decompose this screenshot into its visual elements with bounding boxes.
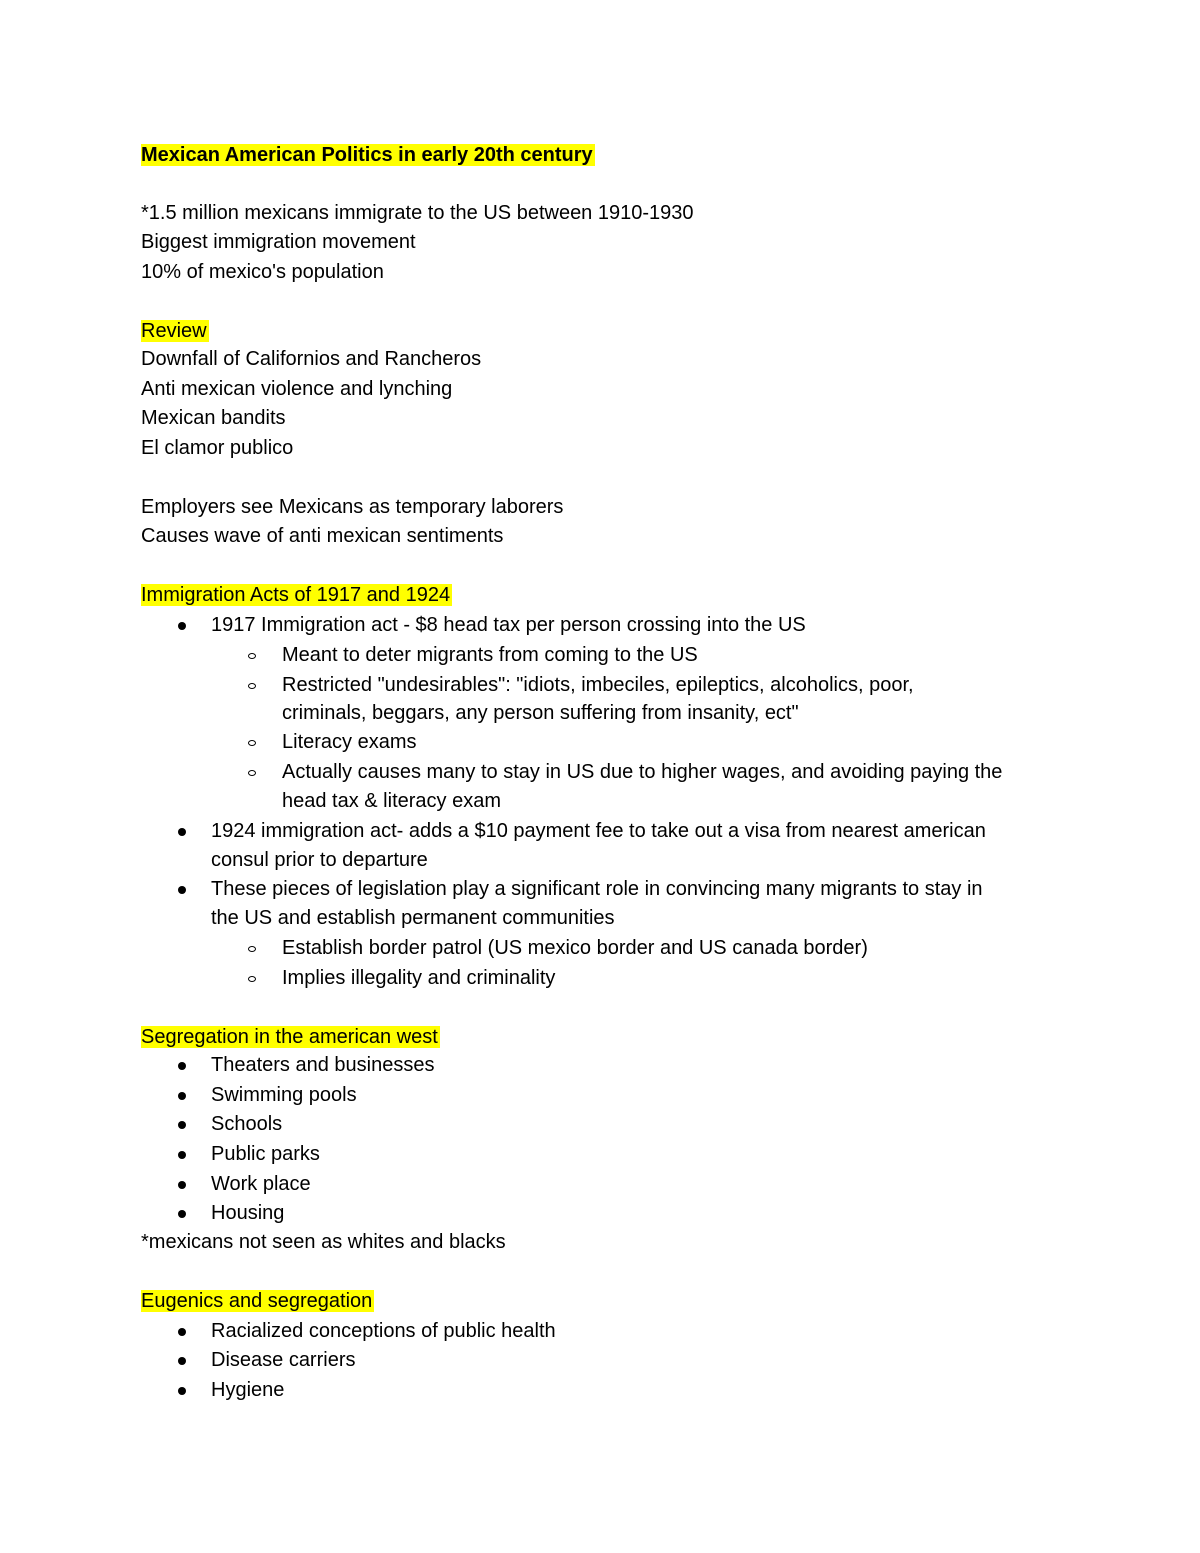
sub-list-item-continuation: head tax & literacy exam	[282, 790, 501, 812]
list-item: Housing	[211, 1202, 285, 1224]
page-title	[141, 141, 595, 170]
list-item: Racialized conceptions of public health	[211, 1320, 556, 1342]
bullet-circle-icon	[248, 976, 256, 982]
sub-list-item-continuation: criminals, beggars, any person suffering from insanity, ect"	[282, 702, 799, 724]
intro-line: *1.5 million mexicans immigrate to the US between 1910-1930	[141, 202, 694, 224]
sub-list-item: Establish border patrol (US mexico border and US canada border)	[282, 937, 868, 959]
bullet-circle-icon	[248, 770, 256, 776]
immigration-acts-heading-highlight: Immigration Acts of 1917 and 1924	[141, 584, 451, 606]
review-heading-highlight: Review	[141, 320, 207, 342]
bullet-dot-icon	[178, 1181, 186, 1189]
list-item-continuation: consul prior to departure	[211, 849, 428, 871]
bullet-dot-icon	[178, 622, 186, 630]
bullet-dot-icon	[178, 1357, 186, 1365]
segregation-heading-highlight: Segregation in the american west	[141, 1026, 438, 1048]
list-item: Schools	[211, 1113, 283, 1135]
employers-line: Causes wave of anti mexican sentiments	[141, 525, 504, 547]
bullet-dot-icon	[178, 1062, 186, 1070]
list-item: These pieces of legislation play a significant role in convincing many migrants to stay in	[211, 878, 983, 900]
employers-line: Employers see Mexicans as temporary laborers	[141, 496, 564, 518]
sub-list-item: Meant to deter migrants from coming to the US	[282, 644, 698, 666]
bullet-circle-icon	[248, 683, 256, 689]
immigration-acts-heading	[141, 581, 452, 610]
list-item: Swimming pools	[211, 1084, 357, 1106]
list-item: 1917 Immigration act - $8 head tax per person crossing into the US	[211, 614, 806, 636]
bullet-dot-icon	[178, 1151, 186, 1159]
eugenics-heading	[141, 1287, 374, 1316]
sub-list-item: Restricted "undesirables": "idiots, imbeciles, epileptics, alcoholics, poor,	[282, 674, 914, 696]
review-item: Downfall of Californios and Rancheros	[141, 348, 482, 370]
review-item: Mexican bandits	[141, 407, 286, 429]
intro-line: Biggest immigration movement	[141, 231, 416, 253]
bullet-circle-icon	[248, 740, 256, 746]
segregation-note: *mexicans not seen as whites and blacks	[141, 1231, 506, 1253]
title-highlight: Mexican American Politics in early 20th century	[141, 144, 593, 166]
bullet-circle-icon	[248, 653, 256, 659]
bullet-dot-icon	[178, 1092, 186, 1100]
list-item: 1924 immigration act- adds a $10 payment fee to take out a visa from nearest american	[211, 820, 986, 842]
list-item: Theaters and businesses	[211, 1054, 435, 1076]
list-item: Public parks	[211, 1143, 320, 1165]
list-item: Work place	[211, 1173, 311, 1195]
list-item: Hygiene	[211, 1379, 285, 1401]
sub-list-item: Actually causes many to stay in US due to higher wages, and avoiding paying the	[282, 761, 1003, 783]
segregation-heading	[141, 1023, 440, 1052]
review-heading	[141, 317, 209, 346]
review-item: El clamor publico	[141, 437, 294, 459]
list-item: Disease carriers	[211, 1349, 356, 1371]
sub-list-item: Literacy exams	[282, 731, 417, 753]
bullet-dot-icon	[178, 886, 186, 894]
bullet-dot-icon	[178, 828, 186, 836]
bullet-dot-icon	[178, 1387, 186, 1395]
list-item-continuation: the US and establish permanent communities	[211, 907, 615, 929]
eugenics-heading-highlight: Eugenics and segregation	[141, 1290, 373, 1312]
bullet-circle-icon	[248, 946, 256, 952]
bullet-dot-icon	[178, 1210, 186, 1218]
intro-line: 10% of mexico's population	[141, 261, 384, 283]
bullet-dot-icon	[178, 1328, 186, 1336]
sub-list-item: Implies illegality and criminality	[282, 967, 556, 989]
bullet-dot-icon	[178, 1121, 186, 1129]
review-item: Anti mexican violence and lynching	[141, 378, 453, 400]
